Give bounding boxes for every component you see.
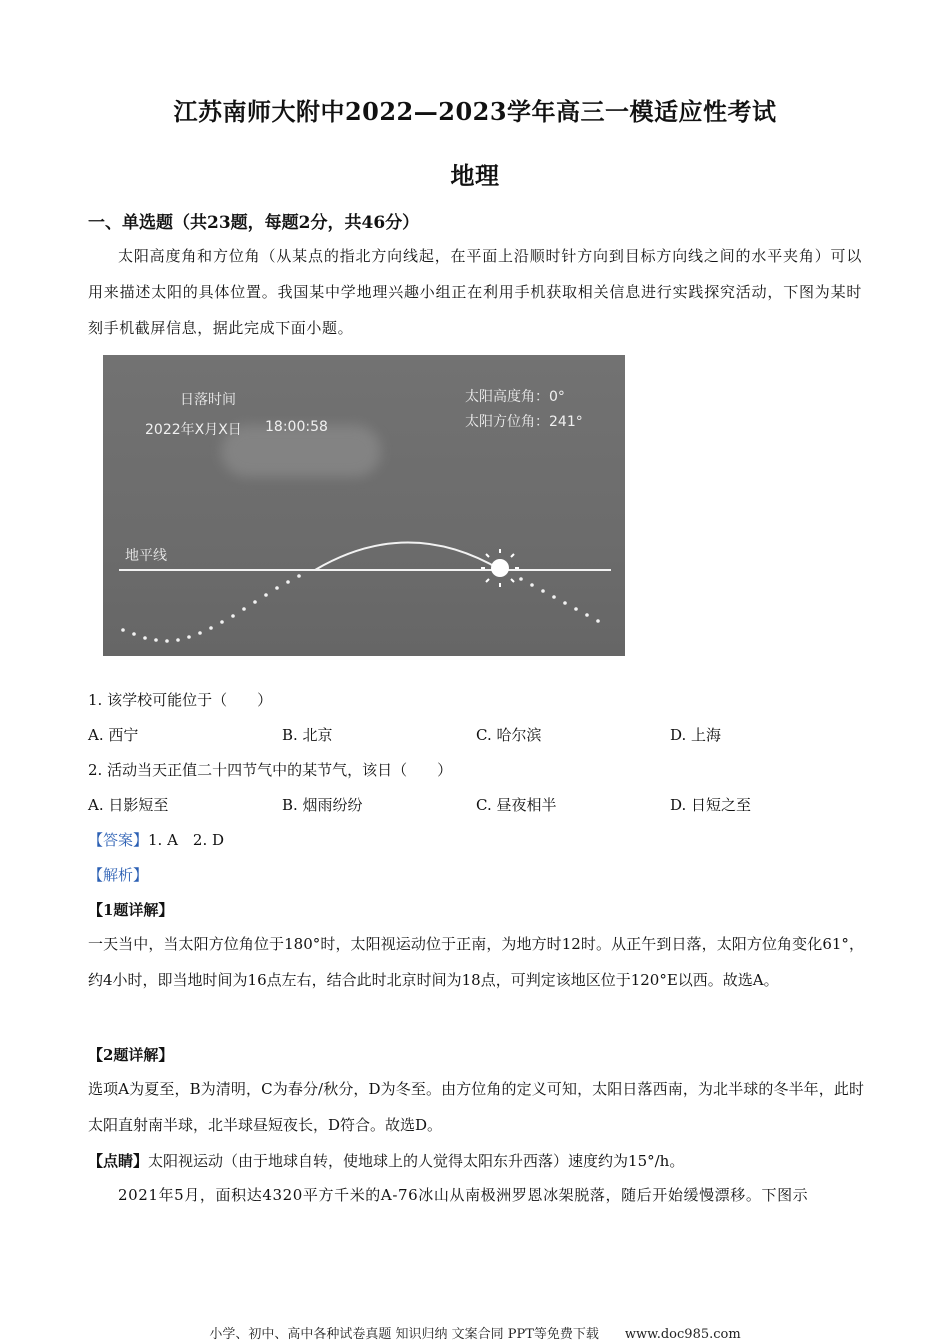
q1-option-d: D. 上海	[670, 726, 722, 744]
section-heading: 一、单选题（共23题，每题2分，共46分）	[88, 213, 420, 233]
analysis-label: 【解析】	[88, 866, 149, 884]
q1-detail-header: 【1题详解】	[88, 901, 174, 919]
q2-option-a: A. 日影短至	[88, 796, 169, 814]
sun-azimuth-readout: 太阳方位角：241°	[465, 414, 583, 430]
sunset-time: 18:00:58	[265, 419, 328, 435]
sunset-date: 2022年X月X日	[145, 422, 242, 438]
note-label: 【点睛】	[88, 1152, 149, 1170]
question-2-stem: 2. 活动当天正值二十四节气中的某节气，该日（ ）	[88, 761, 453, 779]
sun-path-diagram	[103, 355, 625, 656]
subject-title: 地理	[450, 161, 500, 190]
horizon-label: 地平线	[125, 548, 167, 564]
day-arc	[315, 543, 501, 571]
q2-option-d: D. 日短之至	[670, 796, 752, 814]
intro-paragraph: 太阳高度角和方位角（从某点的指北方向线起，在平面上沿顺时针方向到目标方向线之间的水平夹角）可以用来描述太阳的具体位置。我国某中学地理兴趣小组正在利用手机获取相关信息进行实践探究活动，下图为某时刻手机截屏信息，据此完成下面小题。	[88, 247, 862, 337]
answer-text: 1. A 2. D	[148, 831, 225, 849]
night-path-dots	[121, 574, 600, 643]
sun-altitude-readout: 太阳高度角：0°	[465, 389, 565, 405]
q1-option-a: A. 西宁	[88, 726, 139, 744]
q2-detail-text: 选项A为夏至，B为清明，C为春分/秋分，D为冬至。由方位角的定义可知，太阳日落西南，为北半球的冬半年，此时太阳直射南半球，北半球昼短夜长，D符合。故选D。	[88, 1080, 864, 1134]
answer-line	[88, 829, 224, 850]
q1-option-b: B. 北京	[282, 726, 333, 744]
sun-icon	[481, 549, 519, 587]
q2-option-c: C. 昼夜相半	[476, 796, 557, 814]
q1-detail-text: 一天当中，当太阳方位角位于180°时，太阳视运动位于正南，为地方时12时。从正午到日落，太阳方位角变化61°，约4小时，即当地时间为16点左右，结合此时北京时间为18点，可判定该地区位于120°E以西。故选A。	[88, 935, 864, 989]
note-text: 太阳视运动（由于地球自转，使地球上的人觉得太阳东升西落）速度约为15°/h。	[148, 1152, 685, 1170]
note-line	[88, 1150, 684, 1171]
q2-option-b: B. 烟雨纷纷	[282, 796, 363, 814]
answer-label: 【答案】	[88, 831, 149, 849]
q2-detail-header: 【2题详解】	[88, 1046, 174, 1064]
q1-option-c: C. 哈尔滨	[476, 726, 542, 744]
next-question-paragraph: 2021年5月，面积达4320平方千米的A-76冰山从南极洲罗恩冰架脱落，随后开始缓慢漂移。下图示	[118, 1186, 809, 1204]
question-1-stem: 1. 该学校可能位于（ ）	[88, 691, 273, 709]
page-footer: 小学、初中、高中各种试卷真题 知识归纳 文案合同 PPT等免费下载 www.doc985.com	[209, 1327, 741, 1342]
sunset-label: 日落时间	[180, 392, 236, 408]
phone-screenshot-figure	[103, 355, 625, 656]
exam-title: 江苏南师大附中2022—2023学年高三一模适应性考试	[173, 97, 777, 126]
